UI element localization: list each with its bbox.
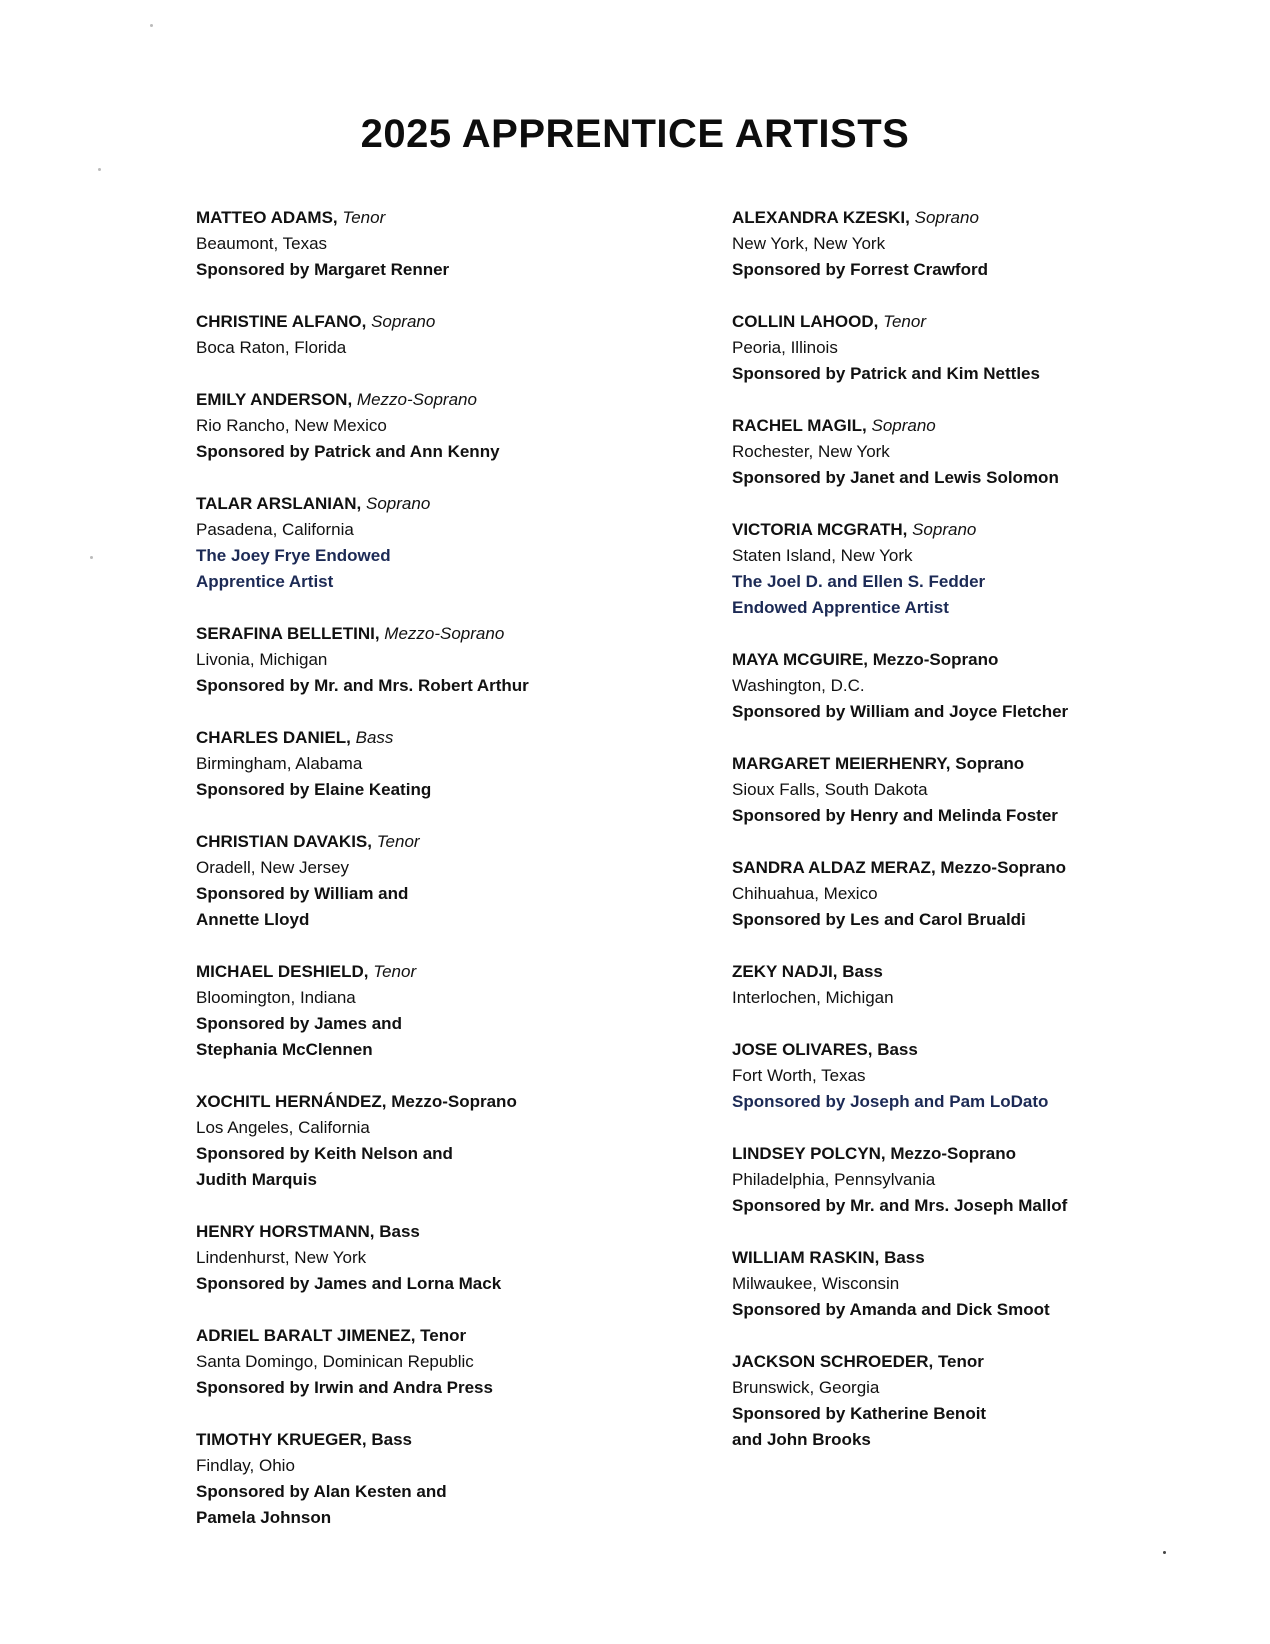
hometown: Findlay, Ohio	[196, 1456, 295, 1475]
hometown: Lindenhurst, New York	[196, 1248, 367, 1267]
hometown: Pasadena, California	[196, 520, 354, 539]
artist-name-line	[732, 205, 1232, 231]
right-column	[732, 205, 1232, 1479]
sponsor-line: Sponsored by Amanda and Dick Smoot	[732, 1300, 1050, 1319]
voice-type: Tenor	[420, 1326, 467, 1345]
sponsor-line: Sponsored by Mr. and Mrs. Robert Arthur	[196, 676, 529, 695]
sponsor-line: Sponsored by Joseph and Pam LoDato	[732, 1092, 1049, 1111]
voice-type: Mezzo-Soprano	[384, 624, 505, 643]
artist-entry	[732, 517, 1232, 621]
artist-name-line	[196, 387, 696, 413]
hometown: Interlochen, Michigan	[732, 988, 894, 1007]
voice-type: Soprano	[871, 416, 936, 435]
voice-type: Bass	[877, 1040, 918, 1059]
hometown: Beaumont, Texas	[196, 234, 328, 253]
artist-name: MAYA MCGUIRE,	[732, 650, 869, 669]
page-title: 2025 APPRENTICE ARTISTS	[360, 112, 910, 156]
artist-name-line	[196, 309, 696, 335]
artist-name-line	[732, 751, 1232, 777]
voice-type: Bass	[884, 1248, 925, 1267]
artist-name: MATTEO ADAMS,	[196, 208, 338, 227]
sponsor-line: Sponsored by William and Joyce Fletcher	[732, 702, 1069, 721]
sponsor-line: Sponsored by Alan Kesten and	[196, 1482, 447, 1501]
sponsor-line: Apprentice Artist	[196, 572, 334, 591]
sponsor-line: Sponsored by Keith Nelson and	[196, 1144, 453, 1163]
voice-type: Tenor	[342, 208, 386, 227]
voice-type: Soprano	[366, 494, 431, 513]
artist-name-line	[196, 1219, 696, 1245]
hometown: Bloomington, Indiana	[196, 988, 356, 1007]
artist-name: MICHAEL DESHIELD,	[196, 962, 369, 981]
artist-name-line	[732, 855, 1232, 881]
artist-name-line	[732, 959, 1232, 985]
artist-name: CHARLES DANIEL,	[196, 728, 351, 747]
artist-name-line	[732, 1037, 1232, 1063]
sponsor-line: Sponsored by Patrick and Kim Nettles	[732, 364, 1040, 383]
voice-type: Tenor	[376, 832, 420, 851]
left-column	[196, 205, 696, 1557]
voice-type: Soprano	[371, 312, 436, 331]
sponsor-line: The Joel D. and Ellen S. Fedder	[732, 572, 986, 591]
voice-type: Soprano	[912, 520, 977, 539]
voice-type: Bass	[379, 1222, 420, 1241]
sponsor-line: Endowed Apprentice Artist	[732, 598, 949, 617]
artist-name: WILLIAM RASKIN,	[732, 1248, 880, 1267]
hometown: Brunswick, Georgia	[732, 1378, 880, 1397]
sponsor-line: Sponsored by Janet and Lewis Solomon	[732, 468, 1059, 487]
scan-speck	[90, 556, 93, 559]
voice-type: Tenor	[373, 962, 417, 981]
artist-entry	[732, 1245, 1232, 1323]
artist-entry	[196, 491, 696, 595]
artist-entry	[732, 205, 1232, 283]
artist-name: EMILY ANDERSON,	[196, 390, 353, 409]
voice-type: Bass	[371, 1430, 413, 1449]
artist-name-line	[196, 205, 696, 231]
sponsor-line: Sponsored by Henry and Melinda Foster	[732, 806, 1058, 825]
hometown: Peoria, Illinois	[732, 338, 838, 357]
sponsor-line: The Joey Frye Endowed	[196, 546, 391, 565]
hometown: Staten Island, New York	[732, 546, 913, 565]
voice-type: Soprano	[914, 208, 979, 227]
voice-type: Tenor	[937, 1352, 984, 1371]
artist-entry	[196, 829, 696, 933]
sponsor-line: Sponsored by Les and Carol Brualdi	[732, 910, 1026, 929]
artist-name-line	[732, 309, 1232, 335]
sponsor-line: Annette Lloyd	[196, 910, 310, 929]
artist-entry	[196, 205, 696, 283]
artist-name-line	[732, 517, 1232, 543]
artist-name-line	[196, 1323, 696, 1349]
sponsor-line: Sponsored by James and	[196, 1014, 402, 1033]
artist-name: COLLIN LAHOOD,	[732, 312, 879, 331]
hometown: Rochester, New York	[732, 442, 890, 461]
hometown: Fort Worth, Texas	[732, 1066, 866, 1085]
artist-name-line	[196, 725, 696, 751]
voice-type: Tenor	[883, 312, 926, 331]
artist-entry	[196, 1427, 696, 1531]
artist-name: ADRIEL BARALT JIMENEZ,	[196, 1326, 416, 1345]
hometown: Chihuahua, Mexico	[732, 884, 878, 903]
artist-name: JACKSON SCHROEDER,	[732, 1352, 934, 1371]
sponsor-line: Sponsored by Katherine Benoit	[732, 1404, 987, 1423]
artist-name: HENRY HORSTMANN,	[196, 1222, 375, 1241]
sponsor-line: Sponsored by Elaine Keating	[196, 780, 432, 799]
hometown: Boca Raton, Florida	[196, 338, 347, 357]
artist-name: MARGARET MEIERHENRY,	[732, 754, 951, 773]
artist-name: TIMOTHY KRUEGER,	[196, 1430, 367, 1449]
scan-speck	[1163, 1551, 1166, 1554]
artist-name-line	[196, 959, 696, 985]
artist-name: CHRISTIAN DAVAKIS,	[196, 832, 372, 851]
hometown: Oradell, New Jersey	[196, 858, 350, 877]
sponsor-line: Sponsored by Patrick and Ann Kenny	[196, 442, 500, 461]
sponsor-line: and John Brooks	[732, 1430, 871, 1449]
artist-entry	[732, 855, 1232, 933]
artist-entry	[732, 1349, 1232, 1453]
hometown: New York, New York	[732, 234, 886, 253]
artist-entry	[196, 1323, 696, 1401]
artist-name-line	[732, 1245, 1232, 1271]
artist-entry	[732, 647, 1232, 725]
artist-name: ZEKY NADJI,	[732, 962, 838, 981]
artist-entry	[732, 1141, 1232, 1219]
artist-name-line	[196, 1427, 696, 1453]
sponsor-line: Sponsored by Forrest Crawford	[732, 260, 988, 279]
artist-entry	[196, 725, 696, 803]
artist-name: CHRISTINE ALFANO,	[196, 312, 367, 331]
hometown: Philadelphia, Pennsylvania	[732, 1170, 936, 1189]
voice-type: Mezzo-Soprano	[391, 1092, 517, 1111]
sponsor-line: Stephania McClennen	[196, 1040, 373, 1059]
sponsor-line: Pamela Johnson	[196, 1508, 332, 1527]
sponsor-line: Sponsored by Mr. and Mrs. Joseph Mallof	[732, 1196, 1068, 1215]
artist-name-line	[732, 647, 1232, 673]
artist-name: LINDSEY POLCYN,	[732, 1144, 886, 1163]
hometown: Birmingham, Alabama	[196, 754, 363, 773]
sponsor-line: Judith Marquis	[196, 1170, 317, 1189]
sponsor-line: Sponsored by Irwin and Andra Press	[196, 1378, 493, 1397]
artist-entry	[196, 621, 696, 699]
artist-name-line	[196, 1089, 696, 1115]
scan-speck	[150, 24, 153, 27]
hometown: Milwaukee, Wisconsin	[732, 1274, 900, 1293]
hometown: Rio Rancho, New Mexico	[196, 416, 387, 435]
voice-type: Soprano	[955, 754, 1025, 773]
artist-entry	[196, 387, 696, 465]
sponsor-line: Sponsored by Margaret Renner	[196, 260, 450, 279]
hometown: Santa Domingo, Dominican Republic	[196, 1352, 474, 1371]
artist-name-line	[732, 1141, 1232, 1167]
artist-name: SANDRA ALDAZ MERAZ,	[732, 858, 936, 877]
voice-type: Bass	[842, 962, 883, 981]
artist-name: VICTORIA MCGRATH,	[732, 520, 908, 539]
voice-type: Mezzo-Soprano	[356, 390, 477, 409]
artist-entry	[732, 959, 1232, 1011]
artist-name: SERAFINA BELLETINI,	[196, 624, 380, 643]
hometown: Washington, D.C.	[732, 676, 865, 695]
artist-name-line	[732, 413, 1232, 439]
hometown: Los Angeles, California	[196, 1118, 370, 1137]
artist-name: XOCHITL HERNÁNDEZ,	[196, 1092, 387, 1111]
artist-entry	[732, 413, 1232, 491]
artist-name-line	[196, 829, 696, 855]
artist-name-line	[732, 1349, 1232, 1375]
voice-type: Mezzo-Soprano	[872, 650, 999, 669]
artist-name-line	[196, 621, 696, 647]
artist-name: ALEXANDRA KZESKI,	[732, 208, 910, 227]
hometown: Sioux Falls, South Dakota	[732, 780, 928, 799]
hometown: Livonia, Michigan	[196, 650, 328, 669]
artist-entry	[196, 1089, 696, 1193]
artist-name: JOSE OLIVARES,	[732, 1040, 873, 1059]
artist-name-line	[196, 491, 696, 517]
artist-entry	[732, 1037, 1232, 1115]
artist-entry	[196, 959, 696, 1063]
artist-name: RACHEL MAGIL,	[732, 416, 867, 435]
voice-type: Mezzo-Soprano	[890, 1144, 1016, 1163]
artist-entry	[732, 751, 1232, 829]
voice-type: Bass	[355, 728, 394, 747]
artist-entry	[196, 309, 696, 361]
artist-entry	[196, 1219, 696, 1297]
artist-name: TALAR ARSLANIAN,	[196, 494, 362, 513]
sponsor-line: Sponsored by William and	[196, 884, 409, 903]
scan-speck	[98, 168, 101, 171]
sponsor-line: Sponsored by James and Lorna Mack	[196, 1274, 502, 1293]
artist-entry	[732, 309, 1232, 387]
voice-type: Mezzo-Soprano	[940, 858, 1067, 877]
